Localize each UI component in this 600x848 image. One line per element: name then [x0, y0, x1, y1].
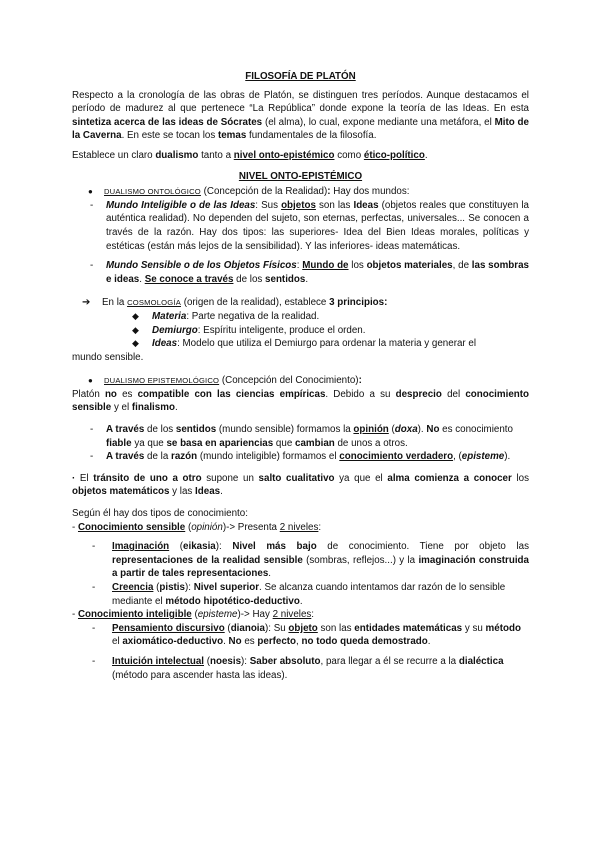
principle-item: ◆ Demiurgo: Espíritu inteligente, produce el orden. — [132, 324, 366, 336]
intro-paragraph: Respecto a la cronología de las obras de Platón, se distinguen tres períodos. Aunque destacamos el período de madurez al que pertenece “La República” donde expone la teoría de las Ideas. En esta sintetiza acerca de las ideas de Sócrates (el alma), lo cual, expone mediante una metáfora, el Mito de la Caverna. En este se tocan los temas fundamentales de la filosofía. — [72, 89, 529, 142]
sensible-knowledge-line: - Conocimiento sensible (opinión)-> Presenta 2 niveles: — [72, 521, 322, 533]
dualism-paragraph: Establece un claro dualismo tanto a nivel onto-epistémico como ético-político. — [72, 149, 428, 161]
transit-paragraph: · El tránsito de uno a otro supone un salto cualitativo ya que el alma comienza a conocer los objetos matemáticos y las Ideas. — [72, 472, 529, 498]
bullet-icon: ● — [88, 376, 93, 386]
senses-item: - A través de los sentidos (mundo sensible) formamos la opinión (doxa). No es conocimiento fiable ya que se basa en apariencias que cambian de unos a otros. — [90, 424, 513, 449]
platon-paragraph: Platón no es compatible con las ciencias empíricas. Debido a su desprecio del conocimiento sensible y el finalismo. — [72, 388, 529, 414]
belief-item: - Creencia (pistis): Nivel superior. Se alcanza cuando intentamos dar razón de lo sensible mediante el método hipotético-deductivo. — [92, 582, 506, 607]
sensible-world-item: - Mundo Sensible o de los Objetos Físicos: Mundo de los objetos materiales, de las sombras e ideas. Se conoce a través de los sentidos. — [90, 260, 529, 285]
document-page — [72, 70, 529, 682]
imagination-item: - Imaginación (eikasia): Nivel más bajo de conocimiento. Tiene por objeto las representaciones de la realidad sensible (sombras, reflejos...) y la imaginación construida a partir de tales representaciones. — [92, 541, 529, 580]
world-of-ideas-item: - Mundo Inteligible o de las Ideas: Sus objetos son las Ideas (objetos reales que constituyen la auténtica realidad). No dependen del sujeto, son eternas, perfectas, universales... Se conocen a través de la razón. Hay dos tipos: las superiores- Idea del Bien Ideas morales, políticas y estéticas (están más lejos de la sensibilidad). Y las inferiores- ideas matemáticas. — [90, 199, 529, 252]
principle-item: ◆ Ideas: Modelo que utiliza el Demiurgo para ordenar la materia y generar el — [132, 338, 477, 350]
two-types-line: Según él hay dos tipos de conocimiento: — [72, 508, 248, 520]
reason-item: - A través de la razón (mundo inteligible) formamos el conocimiento verdadero, (episteme). — [90, 451, 511, 463]
diamond-bullet-icon: ◆ — [132, 324, 139, 335]
cosmology-item: ➔ En la COSMOLOGÍA (origen de la realidad), establece 3 principios: — [82, 297, 388, 309]
diamond-bullet-icon: ◆ — [132, 338, 139, 349]
arrow-right-icon: ➔ — [82, 297, 91, 309]
intellectual-intuition-item: - Intuición intelectual (noesis): Saber absoluto, para llegar a él se recurre a la dialéctica (método para ascender hasta las ideas). — [92, 655, 504, 681]
discursive-thought-item: - Pensamiento discursivo (dianoia): Su objeto son las entidades matemáticas y su método el axiomático-deductivo. No es perfecto, no todo queda demostrado. — [92, 622, 521, 648]
epistemological-dualism-item: ● DUALISMO EPISTEMOLÓGICO (Concepción del Conocimiento): — [72, 374, 529, 388]
diamond-bullet-icon: ◆ — [132, 310, 139, 321]
document-title: FILOSOFÍA DE PLATÓN — [245, 71, 356, 82]
principles-continuation: mundo sensible. — [72, 351, 144, 363]
bullet-icon: ● — [88, 187, 93, 197]
ontological-dualism-item: ● DUALISMO ONTOLÓGICO (Concepción de la Realidad): Hay dos mundos: — [72, 185, 529, 199]
intelligible-knowledge-line: - Conocimiento inteligible (episteme)-> Hay 2 niveles: — [72, 609, 315, 621]
principle-item: ◆ Materia: Parte negativa de la realidad. — [132, 310, 320, 322]
section-title: NIVEL ONTO-EPISTÉMICO — [238, 170, 363, 182]
